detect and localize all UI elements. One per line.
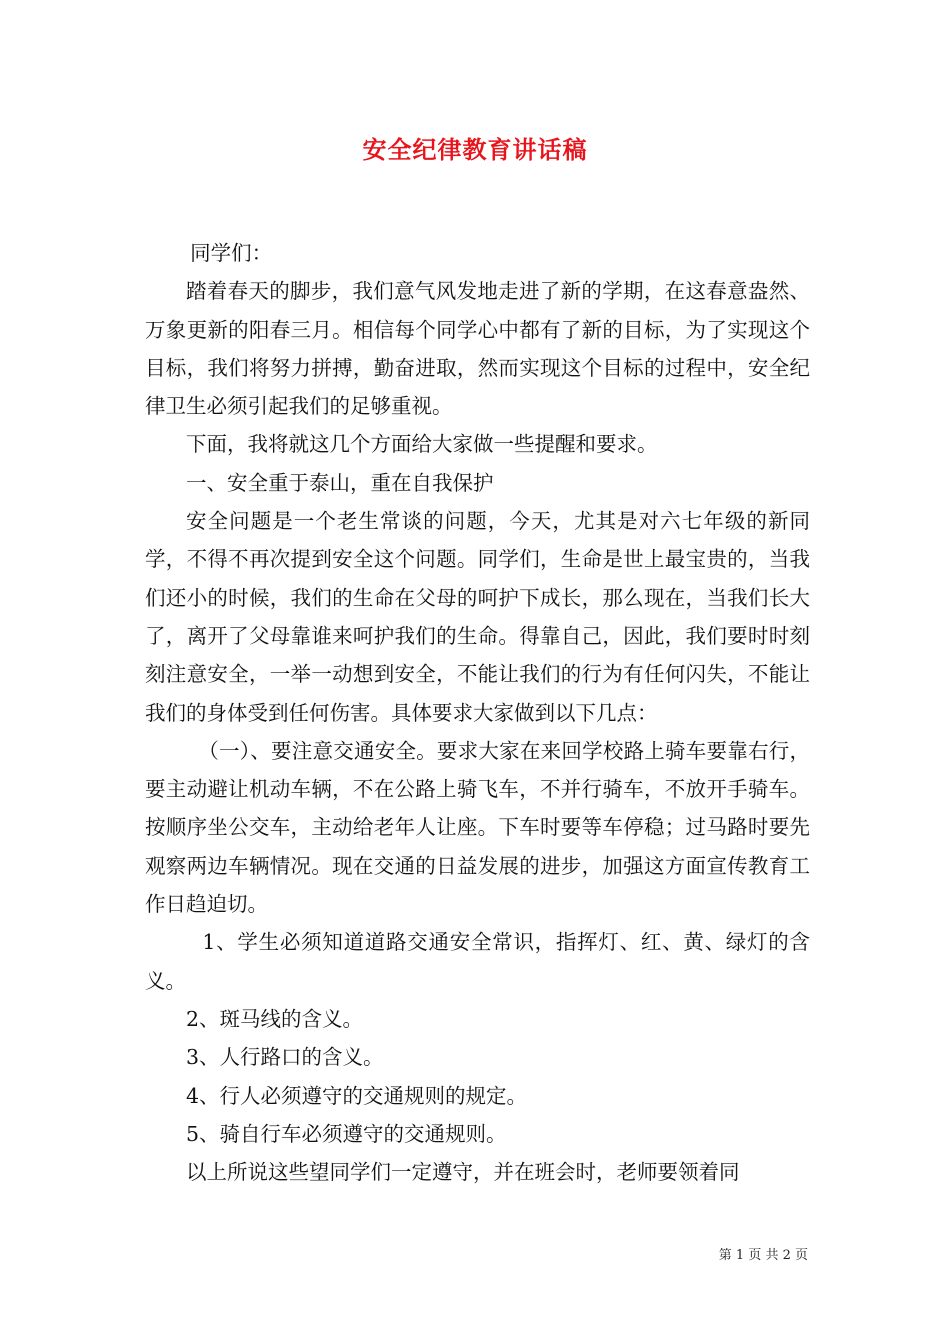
paragraph-reminder: 下面，我将就这几个方面给大家做一些提醒和要求。 bbox=[186, 432, 658, 457]
document-body bbox=[145, 234, 810, 1191]
paragraph-intro: 踏着春天的脚步，我们意气风发地走进了新的学期，在这春意盎然、万象更新的阳春三月。相信每个同学心中都有了新的目标，为了实现这个目标，我们将努力拼搏，勤奋进取，然而实现这个目标的过程中，安全纪律卫生必须引起我们的足够重视。 bbox=[145, 279, 810, 419]
list-item-5: 5、骑自行车必须遵守的交通规则。 bbox=[186, 1121, 507, 1146]
list-item-4: 4、行人必须遵守的交通规则的规定。 bbox=[186, 1083, 528, 1108]
document-title: 安全纪律教育讲话稿 bbox=[362, 135, 588, 164]
list-item-3: 3、人行路口的含义。 bbox=[186, 1045, 384, 1070]
page-number-footer: 第 1 页 共 2 页 bbox=[718, 1248, 808, 1263]
salutation: 同学们： bbox=[190, 241, 273, 265]
section-heading-1: 一、安全重于泰山，重在自我保护 bbox=[186, 470, 494, 495]
paragraph-safety: 安全问题是一个老生常谈的问题，今天，尤其是对六七年级的新同学，不得不再次提到安全这个问题。同学们，生命是世上最宝贵的，当我们还小的时候，我们的生命在父母的呵护下成长，那么现在，当我们长大了，离开了父母靠谁来呵护我们的生命。得靠自己，因此，我们要时时刻刻注意安全，一举一动想到安全，不能让我们的行为有任何闪失，不能让我们的身体受到任何伤害。具体要求大家做到以下几点： bbox=[145, 509, 810, 725]
list-item-2: 2、斑马线的含义。 bbox=[186, 1006, 364, 1031]
paragraph-traffic-safety: （一）、要注意交通安全。要求大家在来回学校路上骑车要靠右行，要主动避让机动车辆，不在公路上骑飞车，不并行骑车，不放开手骑车。按顺序坐公交车，主动给老年人让座。下车时要等车停稳；过马路时要先观察两边车辆情况。现在交通的日益发展的进步，加强这方面宣传教育工作日趋迫切。 bbox=[145, 738, 810, 917]
list-item-1: 1、学生必须知道道路交通安全常识，指挥灯、红、黄、绿灯的含义。 bbox=[145, 930, 810, 993]
paragraph-closing: 以上所说这些望同学们一定遵守，并在班会时，老师要领着同 bbox=[186, 1160, 740, 1185]
